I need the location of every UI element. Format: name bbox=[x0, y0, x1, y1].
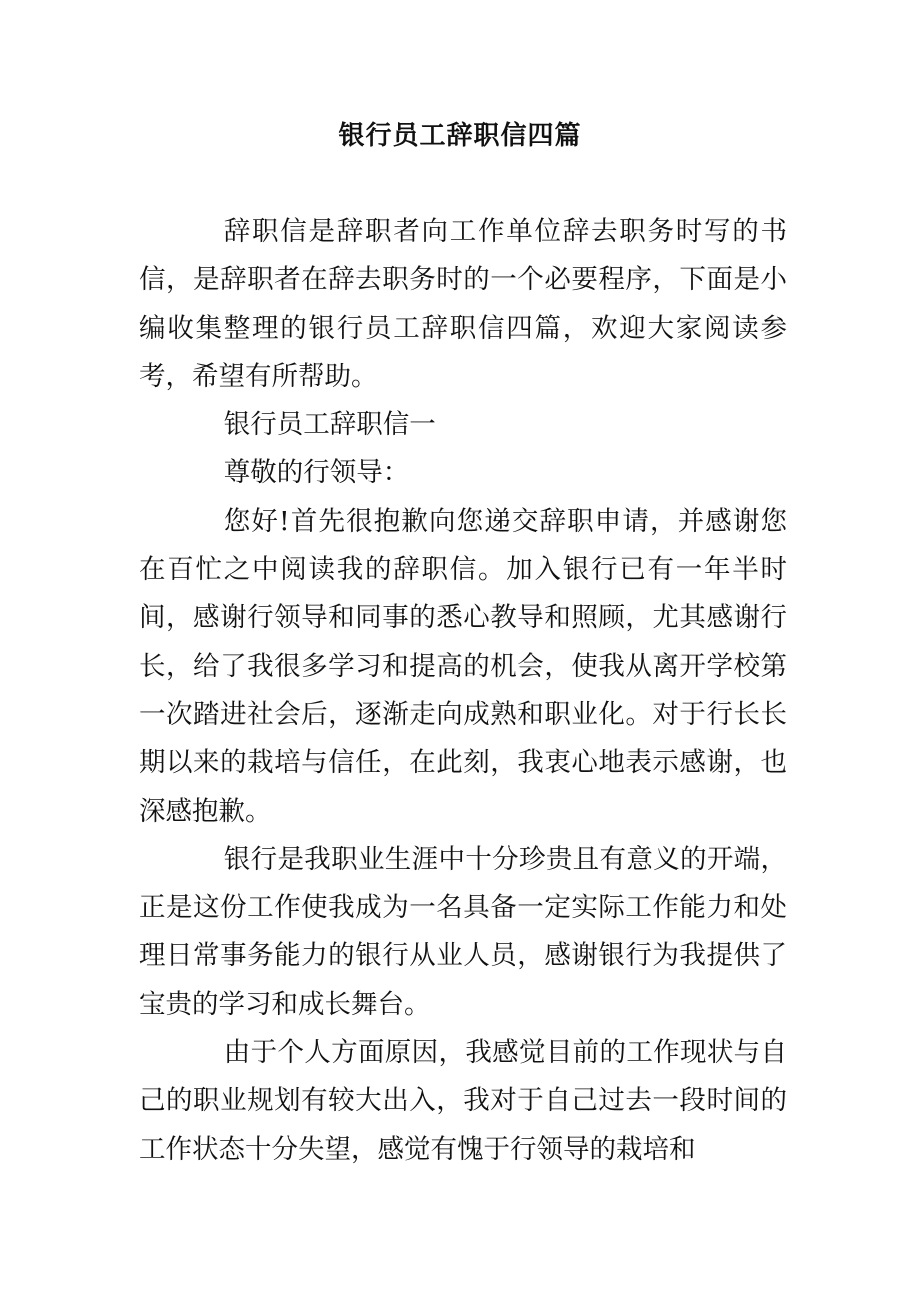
paragraph-letter-heading: 银行员工辞职信一 bbox=[223, 409, 436, 441]
document-title: 银行员工辞职信四篇 bbox=[338, 121, 582, 151]
paragraph-greeting: 您好!首先很抱歉向您递交辞职申请，并感谢您在百忙之中阅读我的辞职信。加入银行已有一年半时间，感谢行领导和同事的悉心教导和照顾，尤其感谢行长，给了我很多学习和提高的机会，使我从离开学校第一次踏进社会后，逐渐走向成熟和职业化。对于行长长期以来的栽培与信任，在此刻，我衷心地表示感谢，也深感抱歉。 bbox=[139, 505, 787, 827]
document-body bbox=[139, 208, 787, 1174]
paragraph-career: 银行是我职业生涯中十分珍贵且有意义的开端，正是这份工作使我成为一名具备一定实际工作能力和处理日常事务能力的银行从业人员，感谢银行为我提供了宝贵的学习和成长舞台。 bbox=[139, 843, 787, 1020]
paragraph-intro: 辞职信是辞职者向工作单位辞去职务时写的书信，是辞职者在辞去职务时的一个必要程序，下面是小编收集整理的银行员工辞职信四篇，欢迎大家阅读参考，希望有所帮助。 bbox=[139, 216, 787, 392]
paragraph-salutation: 尊敬的行领导： bbox=[223, 457, 410, 489]
paragraph-reason: 由于个人方面原因，我感觉目前的工作现状与自己的职业规划有较大出入，我对于自己过去一段时间的工作状态十分失望，感觉有愧于行领导的栽培和 bbox=[139, 1037, 787, 1165]
